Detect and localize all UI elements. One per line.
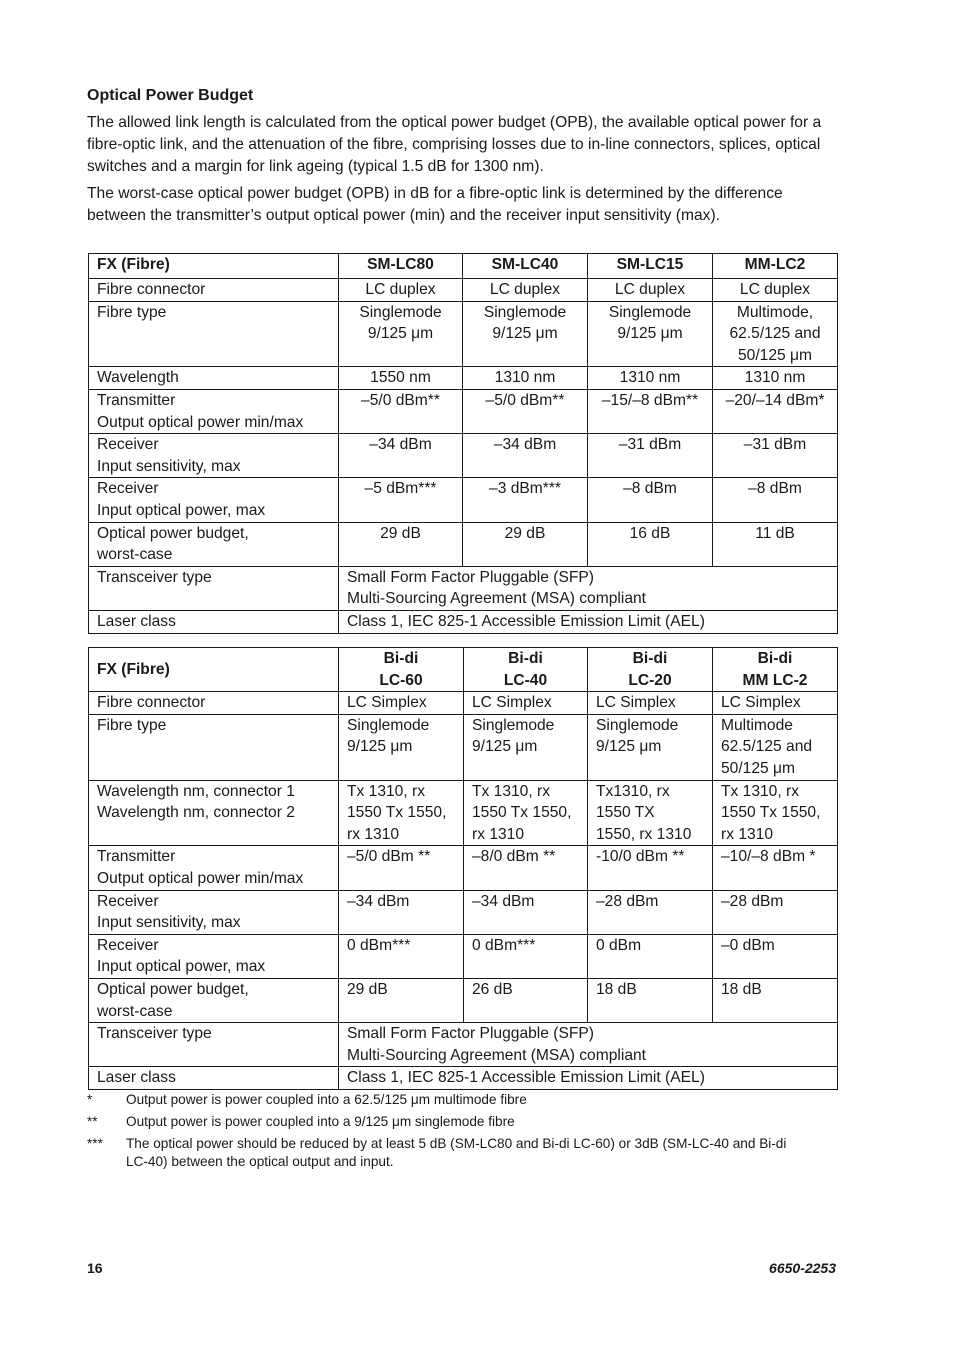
value-cell <box>713 478 838 522</box>
cell-line: Tx 1310, rx <box>347 782 425 800</box>
cell-line: –5/0 dBm ** <box>347 848 431 866</box>
value-cell <box>713 692 838 715</box>
table-row <box>89 1023 838 1067</box>
cell-line: 1550 nm <box>370 369 431 387</box>
cell-line: Transceiver type <box>97 1025 212 1043</box>
spanning-cell <box>339 1023 838 1067</box>
cell-line: Class 1, IEC 825-1 Accessible Emission Limit (AEL) <box>347 612 705 630</box>
column-header: SM-LC80 <box>339 254 463 279</box>
footnotes <box>87 1091 807 1175</box>
cell-line: Singlemode <box>347 716 430 734</box>
cell-line: worst-case <box>97 546 173 564</box>
value-cell <box>464 714 588 780</box>
row-label <box>89 566 339 610</box>
value-cell <box>339 978 464 1022</box>
value-cell <box>463 522 588 566</box>
cell-line: 18 dB <box>721 980 762 998</box>
column-header <box>588 648 713 692</box>
table-row <box>89 434 838 478</box>
value-cell <box>713 890 838 934</box>
cell-line: Small Form Factor Pluggable (SFP) <box>347 1025 594 1043</box>
cell-line: LC duplex <box>365 281 436 298</box>
table-row <box>89 846 838 890</box>
cell-line: Fibre connector <box>97 281 206 298</box>
column-header: SM-LC15 <box>588 254 713 279</box>
cell-line: Optical power budget, <box>97 980 249 998</box>
cell-line: Tx 1310, rx <box>721 782 799 800</box>
row-label <box>89 890 339 934</box>
cell-line: Input sensitivity, max <box>97 457 241 475</box>
value-cell <box>588 692 713 715</box>
table-row <box>89 890 838 934</box>
value-cell <box>464 846 588 890</box>
row-label <box>89 780 339 846</box>
value-cell <box>713 934 838 978</box>
cell-line: Wavelength nm, connector 1 <box>97 782 295 800</box>
value-cell <box>339 692 464 715</box>
cell-line: –34 dBm <box>493 436 557 454</box>
cell-line: LC-20 <box>628 671 672 689</box>
cell-line: rx 1310 <box>721 825 774 843</box>
cell-line: Input optical power, max <box>97 958 266 976</box>
table-header-row <box>89 648 838 692</box>
cell-line: 0 dBm*** <box>347 936 411 954</box>
cell-line: 26 dB <box>472 980 513 998</box>
cell-line: Wavelength <box>97 369 179 387</box>
cell-line: Receiver <box>97 936 159 954</box>
value-cell <box>463 301 588 367</box>
cell-line: 1310 nm <box>619 369 681 387</box>
cell-line: Input sensitivity, max <box>97 914 241 932</box>
value-cell <box>713 714 838 780</box>
value-cell <box>588 846 713 890</box>
cell-line: LC duplex <box>614 281 686 298</box>
cell-line: 9/125 μm <box>596 738 662 756</box>
value-cell <box>713 846 838 890</box>
cell-line: 1550, rx 1310 <box>596 825 692 843</box>
cell-line: 16 dB <box>629 524 671 542</box>
cell-line: –5 dBm*** <box>364 480 437 498</box>
value-cell <box>713 780 838 846</box>
cell-line: Singlemode <box>359 303 442 321</box>
row-label <box>89 692 339 715</box>
cell-line: –10/–8 dBm * <box>721 848 816 866</box>
cell-line: Fibre type <box>97 716 167 734</box>
cell-line: LC Simplex <box>347 694 427 712</box>
column-header: SM-LC40 <box>463 254 588 279</box>
table-row <box>89 478 838 522</box>
cell-line: Multi-Sourcing Agreement (MSA) compliant <box>347 590 646 608</box>
cell-line: 9/125 μm <box>347 738 413 756</box>
cell-line: rx 1310 <box>347 825 400 843</box>
cell-line: 1550 Tx 1550, <box>347 804 447 822</box>
table-row <box>89 714 838 780</box>
intro-paragraph: The allowed link length is calculated from the optical power budget (OPB), the available optical power for a fibre-optic link, and the attenuation of the fibre, comprising losses due to in-line connectors, splices, optical switches and a margin for link ageing (typical 1.5 dB for 1300 nm). <box>87 114 822 175</box>
value-cell <box>464 890 588 934</box>
document-code: 6650-2253 <box>769 1260 836 1276</box>
cell-line: Multi-Sourcing Agreement (MSA) compliant <box>347 1046 646 1064</box>
cell-line: –0 dBm <box>721 936 775 954</box>
cell-line: LC Simplex <box>596 694 676 712</box>
value-cell <box>588 978 713 1022</box>
value-cell <box>339 934 464 978</box>
cell-line: –20/–14 dBm* <box>725 391 825 409</box>
column-header: MM-LC2 <box>713 254 838 279</box>
cell-line: LC Simplex <box>721 694 801 712</box>
footnote-mark: ** <box>87 1114 98 1129</box>
row-label <box>89 478 339 522</box>
row-label <box>89 714 339 780</box>
table-row <box>89 934 838 978</box>
value-cell <box>339 522 463 566</box>
cell-line: Wavelength nm, connector 2 <box>97 804 295 822</box>
footnote <box>87 1113 807 1131</box>
table-row <box>89 610 838 633</box>
cell-line: –31 dBm <box>618 436 682 454</box>
value-cell <box>588 890 713 934</box>
cell-line: Singlemode <box>472 716 555 734</box>
cell-line: –28 dBm <box>596 892 659 910</box>
cell-line: LC-60 <box>379 671 423 689</box>
cell-line: 29 dB <box>380 524 421 542</box>
cell-line: Tx 1310, rx <box>472 782 550 800</box>
row-label <box>89 1067 339 1090</box>
cell-line: Input optical power, max <box>97 501 266 519</box>
value-cell <box>463 367 588 390</box>
cell-line: Tx1310, rx <box>596 782 670 800</box>
cell-line: 18 dB <box>596 980 637 998</box>
cell-line: –34 dBm <box>472 892 535 910</box>
value-cell <box>713 978 838 1022</box>
cell-line: Output optical power min/max <box>97 869 304 887</box>
cell-line: –8 dBm <box>623 480 677 498</box>
cell-line: Receiver <box>97 480 159 498</box>
value-cell <box>464 978 588 1022</box>
table-row <box>89 389 838 433</box>
cell-line: –8 dBm <box>748 480 802 498</box>
value-cell <box>588 367 713 390</box>
cell-line: LC duplex <box>739 281 811 298</box>
opb-paragraph: The worst-case optical power budget (OPB) in dB for a fibre-optic link is determined by the difference between the transmitter’s output optical power (min) and the receiver input sensitivity (max). <box>87 185 783 224</box>
cell-line: 29 dB <box>347 980 388 998</box>
value-cell <box>713 522 838 566</box>
value-cell <box>339 367 463 390</box>
spanning-cell <box>339 610 838 633</box>
cell-line: Multimode <box>721 716 793 734</box>
footnote-text: Output power is power coupled into a 9/125 μm singlemode fibre <box>126 1114 515 1129</box>
row-label <box>89 301 339 367</box>
cell-line: -10/0 dBm ** <box>596 848 685 866</box>
value-cell <box>339 301 463 367</box>
cell-line: rx 1310 <box>472 825 525 843</box>
cell-line: Singlemode <box>596 716 679 734</box>
cell-line: Class 1, IEC 825-1 Accessible Emission Limit (AEL) <box>347 1069 705 1087</box>
section-heading: Optical Power Budget <box>87 87 254 104</box>
spanning-cell <box>339 566 838 610</box>
cell-line: 9/125 μm <box>367 325 434 343</box>
value-cell <box>588 389 713 433</box>
value-cell <box>339 780 464 846</box>
footnote-text: Output power is power coupled into a 62.5/125 μm multimode fibre <box>126 1092 527 1107</box>
cell-line: 50/125 μm <box>737 346 812 364</box>
row-label <box>89 610 339 633</box>
cell-line: –5/0 dBm** <box>485 391 565 409</box>
cell-line: 29 dB <box>504 524 546 542</box>
value-cell <box>713 434 838 478</box>
column-header <box>89 648 339 692</box>
cell-line: –31 dBm <box>743 436 807 454</box>
cell-line: 11 dB <box>755 524 795 542</box>
page-number: 16 <box>87 1260 103 1276</box>
cell-line: –28 dBm <box>721 892 784 910</box>
cell-line: 50/125 μm <box>721 759 796 777</box>
cell-line: Transceiver type <box>97 568 212 586</box>
column-header <box>339 648 464 692</box>
value-cell <box>339 279 463 302</box>
value-cell <box>588 478 713 522</box>
footnote-mark: *** <box>87 1136 103 1151</box>
cell-line: 1310 nm <box>744 369 806 387</box>
table-row <box>89 566 838 610</box>
footnote-mark: * <box>87 1092 93 1107</box>
cell-line: –8/0 dBm ** <box>472 848 556 866</box>
cell-line: Fibre connector <box>97 694 206 712</box>
cell-line: Bi-di <box>508 650 543 667</box>
cell-line: Bi-di <box>383 650 419 667</box>
cell-line: 0 dBm*** <box>472 936 536 954</box>
cell-line: worst-case <box>97 1002 173 1020</box>
value-cell <box>713 301 838 367</box>
cell-line: LC duplex <box>489 281 561 298</box>
cell-line: –5/0 dBm** <box>361 391 440 409</box>
cell-line: Receiver <box>97 436 159 454</box>
table-header-row <box>89 254 838 279</box>
table-row <box>89 1067 838 1090</box>
column-header: FX (Fibre) <box>89 254 339 279</box>
cell-line: –15/–8 dBm** <box>601 391 699 409</box>
cell-line: LC-40 <box>503 671 548 689</box>
value-cell <box>588 434 713 478</box>
table-row <box>89 692 838 715</box>
cell-line: Bi-di <box>757 650 793 667</box>
cell-line: Multimode, <box>736 303 814 321</box>
row-label <box>89 389 339 433</box>
cell-line: Laser class <box>97 1069 176 1087</box>
cell-line: MM LC-2 <box>742 671 808 689</box>
cell-line: Receiver <box>97 892 159 910</box>
value-cell <box>339 434 463 478</box>
cell-line: 1550 Tx 1550, <box>472 804 572 822</box>
cell-line: Transmitter <box>97 391 176 409</box>
value-cell <box>464 934 588 978</box>
value-cell <box>713 389 838 433</box>
value-cell <box>588 522 713 566</box>
cell-line: –34 dBm <box>347 892 410 910</box>
row-label <box>89 434 339 478</box>
value-cell <box>464 780 588 846</box>
cell-line: 62.5/125 and <box>721 738 813 756</box>
footnote-text: The optical power should be reduced by at least 5 dB (SM-LC80 and Bi-di LC-60) or 3dB (SM-LC-40 and Bi-di LC-40) between the optical output and input. <box>126 1136 787 1169</box>
cell-line: Small Form Factor Pluggable (SFP) <box>347 568 594 586</box>
value-cell <box>713 367 838 390</box>
value-cell <box>463 434 588 478</box>
table-row <box>89 279 838 302</box>
cell-line: Output optical power min/max <box>97 413 304 431</box>
cell-line: Singlemode <box>608 303 692 321</box>
row-label <box>89 978 339 1022</box>
cell-line: 62.5/125 and <box>729 325 821 343</box>
value-cell <box>588 279 713 302</box>
cell-line: 1550 Tx 1550, <box>721 804 821 822</box>
row-label <box>89 934 339 978</box>
value-cell <box>588 934 713 978</box>
cell-line: 1310 nm <box>494 369 556 387</box>
table-row <box>89 522 838 566</box>
table-row <box>89 367 838 390</box>
cell-line: FX (Fibre) <box>97 660 170 678</box>
value-cell <box>588 301 713 367</box>
value-cell <box>339 714 464 780</box>
cell-line: 1550 TX <box>596 804 655 822</box>
cell-line: –34 dBm <box>369 436 432 454</box>
cell-line: 9/125 μm <box>492 325 558 343</box>
row-label <box>89 279 339 302</box>
cell-line: 9/125 μm <box>472 738 538 756</box>
row-label <box>89 367 339 390</box>
row-label <box>89 846 339 890</box>
column-header <box>713 648 838 692</box>
cell-line: 0 dBm <box>596 936 642 954</box>
value-cell <box>339 389 463 433</box>
value-cell <box>339 890 464 934</box>
cell-line: Singlemode <box>483 303 567 321</box>
spec-table-bidi <box>88 647 838 1090</box>
spanning-cell <box>339 1067 838 1090</box>
cell-line: Optical power budget, <box>97 524 249 542</box>
value-cell <box>464 692 588 715</box>
value-cell <box>339 478 463 522</box>
value-cell <box>339 846 464 890</box>
cell-line: LC Simplex <box>472 694 552 712</box>
spec-table-duplex <box>88 253 838 634</box>
cell-line: –3 dBm*** <box>489 480 561 498</box>
footnote <box>87 1091 807 1109</box>
cell-line: Transmitter <box>97 848 176 866</box>
cell-line: 9/125 μm <box>617 325 683 343</box>
value-cell <box>463 279 588 302</box>
cell-line: Fibre type <box>97 303 167 321</box>
table-row <box>89 780 838 846</box>
value-cell <box>588 780 713 846</box>
column-header <box>464 648 588 692</box>
table-row <box>89 978 838 1022</box>
value-cell <box>463 478 588 522</box>
row-label <box>89 522 339 566</box>
value-cell <box>463 389 588 433</box>
cell-line: Laser class <box>97 612 176 630</box>
footnote <box>87 1135 807 1170</box>
value-cell <box>588 714 713 780</box>
table-row <box>89 301 838 367</box>
row-label <box>89 1023 339 1067</box>
cell-line: Bi-di <box>632 650 668 667</box>
value-cell <box>713 279 838 302</box>
